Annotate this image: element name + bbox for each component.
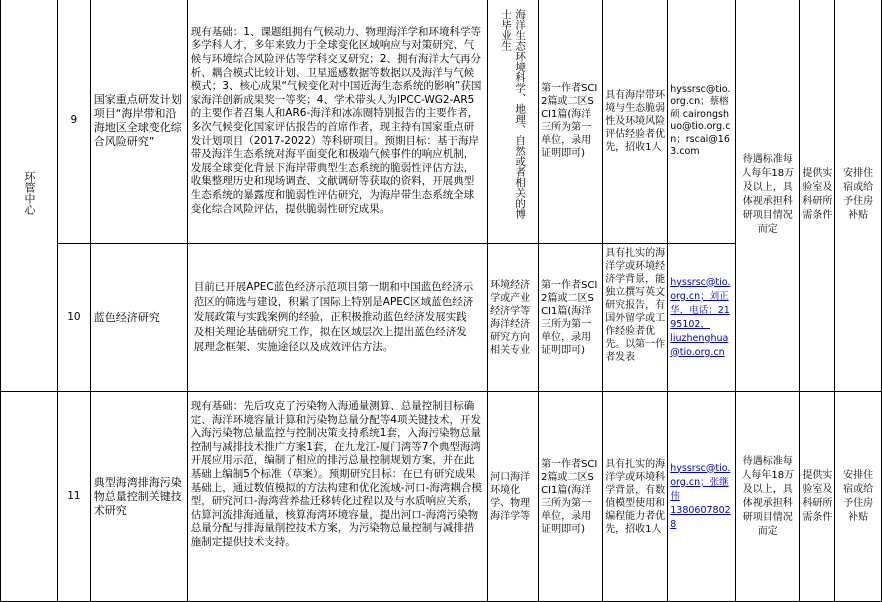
- major-text: 环境经济学或产业经济学等海洋经济研究方向相关专业: [488, 244, 539, 392]
- dept-cell: [1, 0, 58, 392]
- table-row: [1, 392, 882, 602]
- dept-cell-empty: [1, 392, 58, 602]
- housing-info: 安排住宿或给予住房补贴: [835, 0, 882, 392]
- major-text: 海洋生态环境科学、地理、自然或者相关的博士毕业生: [500, 8, 527, 219]
- paper-requirement: 第一作者SCI2篇或二区SCI1篇(海洋三所为第一单位，录用证明即可): [539, 0, 603, 244]
- project-name: 典型海湾排海污染物总量控制关键技术研究: [90, 392, 187, 602]
- row-number: 9: [58, 0, 91, 244]
- candidate-requirement: 具有扎实的海洋学或环境经济学背景，能独立撰写英文研究报告，有国外留学或工作经验者优先。以第一作者发表: [603, 244, 668, 392]
- paper-requirement: 第一作者SCI2篇或二区SCI1篇(海洋三所为第一单位，录用证明即可): [539, 244, 603, 392]
- contact-info: hyssrsc@tio.org.cn；蔡榕硕 cairongshuo@tio.org.cn；rscai@163.com: [668, 0, 736, 244]
- lab-conditions: 提供实验室及科研所需条件: [800, 0, 835, 392]
- project-description: 现有基础：1、课题组拥有气候动力、物理海洋学和环境科学等多学科人才，多年来致力于全球变化区域响应与对策研究、气候与环境综合风险评估等学科交叉研究；2、拥有海洋大气再分析、耦合模式比较计划、卫星遥感数据等数据以及海洋与气候模式；3、核心成果“气候变化对中国近海生态系统的影响”获国家海洋创新成果奖一等奖；4、学术带头人为IPCC-WG2-AR5的主要作者召集人和AR6-海洋和冰冻圈特别报告的主要作者，多次气候变化国家评估报告的首席作者，现主持有国家重点研发计划项目（2017-2022）等科研项目。预期目标：基于海岸带及海洋生态系统对海平面变化和极端气候事件的响应机制，发展全球变化背景下海岸带典型生态系统的脆弱性评估方法，收集整理历史和现场调查、文献调研等获取的资料，开展典型生态系统的暴露度和脆弱性评估研究，为海岸带生态系统全球变化综合风险评估，提供脆弱性研究成果。: [187, 0, 487, 244]
- project-description: 目前已开展APEC蓝色经济示范项目第一期和中国蓝色经济示范区的筛选与建设，积累了国际上特别是APEC区域蓝色经济发展政策与实践案例的经验，正积极推动蓝色经济发展实践及相关理论基础研究工作，拟在区域层次上提出蓝色经济发展理念框架、实施途径以及成效评估方法。: [187, 244, 487, 392]
- project-name: 蓝色经济研究: [90, 244, 187, 392]
- project-name: 国家重点研发计划项目“海岸带和沿海地区全球变化综合风险研究”: [90, 0, 187, 244]
- project-description: 现有基础：先后攻克了污染物入海通量测算、总量控制目标确定、海洋环境容量计算和污染物总量分配等4项关键技术，开发入海污染物总量监控与控制决策支持系统1套，入海污染物总量控制与减排技术推广方案1套，在九龙江-厦门湾等7个典型海湾开展应用示范，编制了相应的排污总量控制规划方案，并在此基础上编制5个标准（草案）。预期研究目标：在已有研究成果基础上，通过数值模拟的方法构建和优化流域-河口-海湾耦合模型，研究河口-海湾营养盐迁移转化过程以及与水质响应关系，估算河流排海通量，核算海湾环境容量，提出河口-海湾污染物总量分配与排海量削控技术方案，为污染物总量控制与减排措施制定提供技术支持。: [187, 392, 487, 602]
- major-text: 河口海洋环境化学、物理海洋学等: [488, 392, 539, 602]
- paper-requirement: 第一作者SCI2篇或二区SCI1篇(海洋三所为第一单位，录用证明即可): [539, 392, 603, 602]
- row-number: 11: [58, 392, 91, 602]
- salary-info: 待遇标准每人每年18万及以上，具体视承担科研项目情况而定: [736, 392, 800, 602]
- contact-link[interactable]: hyssrsc@tio.org.cn；刘正华，电话：2195102，: [670, 276, 731, 330]
- table-row: [1, 0, 882, 244]
- major-cell: [488, 0, 539, 244]
- candidate-requirement: 具有海岸带环境与生态脆弱性及环境风险评估经验者优先，招收1人: [603, 0, 668, 244]
- housing-info: 安排住宿或给予住房补贴: [835, 392, 882, 602]
- email-link[interactable]: liuzhenghua@tio.org.cn: [670, 332, 729, 358]
- salary-info: 待遇标准每人每年18万及以上，具体视承担科研项目情况而定: [736, 0, 800, 392]
- contact-info: [668, 244, 736, 392]
- row-number: 10: [58, 244, 91, 392]
- lab-conditions: 提供实验室及科研所需条件: [800, 392, 835, 602]
- phone-link[interactable]: 13806078028: [670, 504, 731, 530]
- contact-link[interactable]: hyssrsc@tio.org.cn；张继伟: [670, 462, 731, 502]
- dept-label: 环管中心: [23, 170, 36, 215]
- contact-info: [668, 392, 736, 602]
- candidate-requirement: 具有扎实的海洋学或环境科学背景，有数值模型使用和编程能力者优先，招收1人: [603, 392, 668, 602]
